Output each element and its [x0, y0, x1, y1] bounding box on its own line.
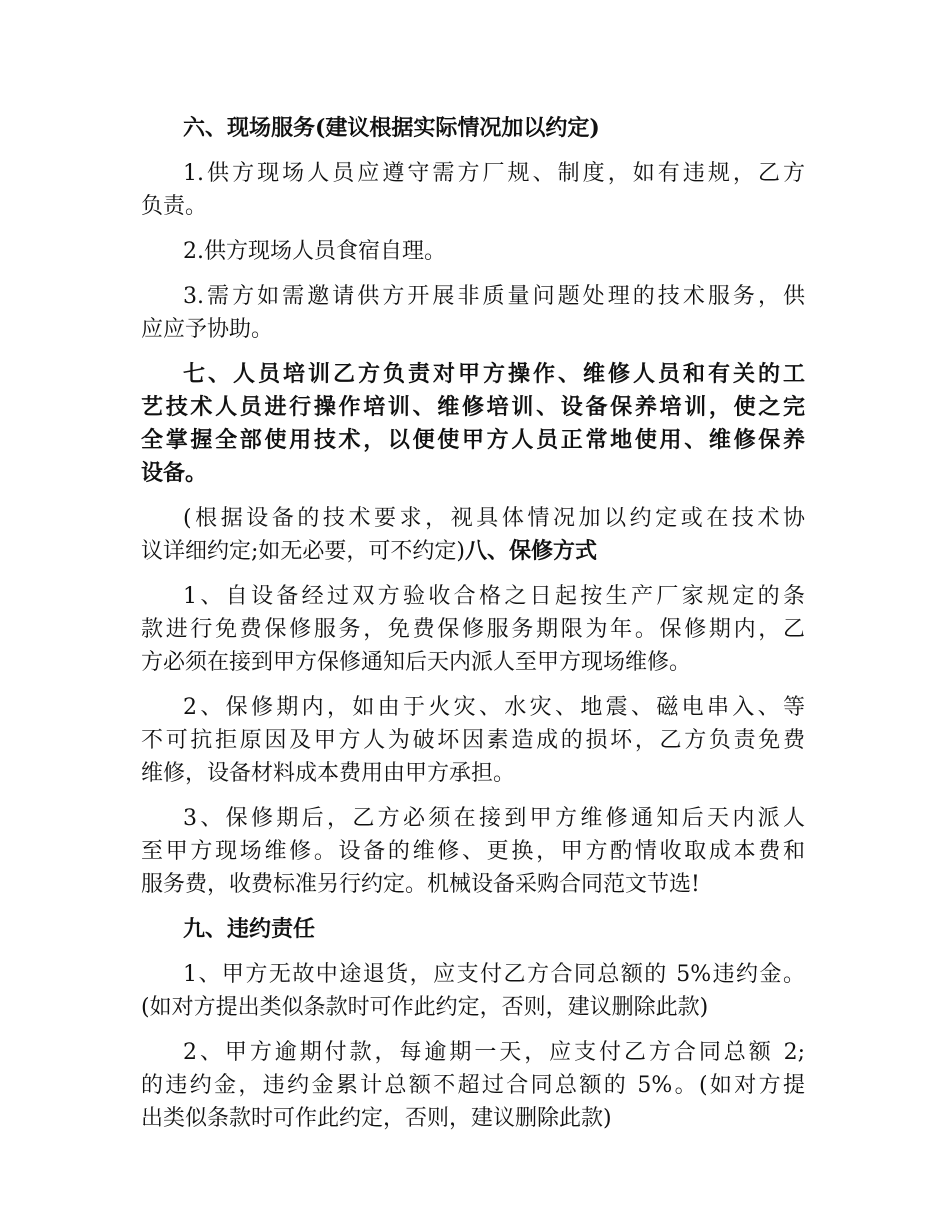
paragraph [141, 691, 805, 790]
paragraph [141, 235, 805, 268]
text-line [141, 835, 805, 868]
text-line [141, 157, 805, 190]
text-line [141, 457, 805, 490]
text-line [141, 868, 805, 901]
line-text: 全掌握全部使用技术，以便使甲方人员正常地使用、维修保养 [141, 427, 805, 453]
text-line [141, 991, 805, 1024]
text-line [141, 1102, 805, 1135]
line-text: 维修，设备材料成本费用由甲方承担。 [141, 761, 516, 786]
line-text: 1、甲方无故中途退货，应支付乙方合同总额的 5%违约金。 [183, 962, 805, 987]
line-text: 七、人员培训乙方负责对甲方操作、维修人员和有关的工 [183, 361, 805, 387]
text-line [141, 802, 805, 835]
line-text: 不可抗拒原因及甲方人为破坏因素造成的损坏，乙方负责免费 [141, 728, 805, 753]
document-page [141, 112, 805, 1147]
section-heading [141, 358, 805, 490]
line-text: 1、自设备经过双方验收合格之日起按生产厂家规定的条 [183, 584, 805, 609]
text-line [141, 913, 805, 946]
text-line [141, 391, 805, 424]
line-text: 设备。 [141, 460, 208, 486]
text-line [141, 958, 805, 991]
paragraph [141, 958, 805, 1024]
line-text: 2、甲方逾期付款，每逾期一天，应支付乙方合同总额 2; [183, 1040, 805, 1065]
line-text: 的违约金，违约金累计总额不超过合同总额的 5%。(如对方提 [141, 1073, 805, 1098]
text-line [141, 724, 805, 757]
line-text: 1.供方现场人员应遵守需方厂规、制度，如有违规，乙方 [183, 161, 805, 186]
paragraph [141, 280, 805, 346]
section-heading [141, 112, 805, 145]
line-text: 议详细约定;如无必要，可不约定) [141, 539, 465, 564]
line-text: 款进行免费保修服务，免费保修服务期限为年。保修期内，乙 [141, 617, 805, 642]
text-line [141, 1069, 805, 1102]
text-line [141, 313, 805, 346]
line-text: (根据设备的技术要求，视具体情况加以约定或在技术协 [183, 506, 805, 531]
text-line [141, 691, 805, 724]
text-line [141, 280, 805, 313]
line-text: 应应予协助。 [141, 317, 274, 342]
line-text: (如对方提出类似条款时可作此约定，否则，建议删除此款) [141, 995, 709, 1020]
text-line [141, 535, 805, 568]
line-text: 负责。 [141, 194, 208, 219]
text-line [141, 613, 805, 646]
section-heading [141, 913, 805, 946]
line-text: 服务费，收费标准另行约定。机械设备采购合同范文节选! [141, 872, 700, 897]
line-text: 3.需方如需邀请供方开展非质量问题处理的技术服务，供 [183, 284, 805, 309]
paragraph [141, 157, 805, 223]
line-text: 艺技术人员进行操作培训、维修培训、设备保养培训，使之完 [141, 394, 805, 420]
paragraph [141, 1036, 805, 1135]
line-text: 方必须在接到甲方保修通知后天内派人至甲方现场维修。 [141, 650, 692, 675]
text-line [141, 235, 805, 268]
text-line [141, 580, 805, 613]
paragraph [141, 802, 805, 901]
line-text: 3、保修期后，乙方必须在接到甲方维修通知后天内派人 [183, 806, 805, 831]
line-text: 至甲方现场维修。设备的维修、更换，甲方酌情收取成本费和 [141, 839, 805, 864]
line-text: 六、现场服务(建议根据实际情况加以约定) [183, 115, 600, 141]
text-line [141, 1036, 805, 1069]
text-line [141, 424, 805, 457]
paragraph [141, 502, 805, 568]
section-heading-inline: 八、保修方式 [465, 538, 598, 564]
paragraph [141, 580, 805, 679]
line-text: 出类似条款时可作此约定，否则，建议删除此款) [141, 1106, 612, 1131]
text-line [141, 757, 805, 790]
line-text: 2.供方现场人员食宿自理。 [183, 239, 446, 264]
text-line [141, 646, 805, 679]
text-line [141, 112, 805, 145]
text-line [141, 502, 805, 535]
text-line [141, 358, 805, 391]
line-text: 九、违约责任 [183, 916, 316, 942]
line-text: 2、保修期内，如由于火灾、水灾、地震、磁电串入、等 [183, 695, 805, 720]
text-line [141, 190, 805, 223]
